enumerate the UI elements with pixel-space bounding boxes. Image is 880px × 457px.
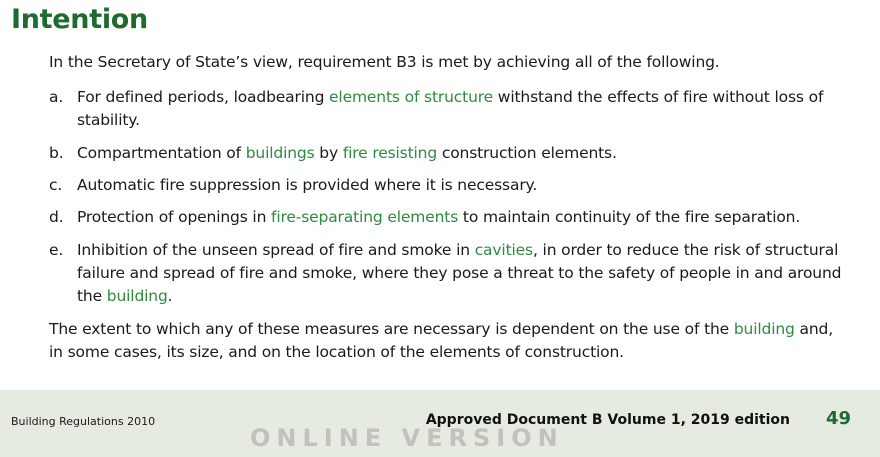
list-item-text bbox=[77, 174, 849, 197]
list-item-b bbox=[49, 142, 849, 165]
list-item-text bbox=[77, 142, 849, 165]
list-marker: c. bbox=[49, 176, 63, 194]
text-segment: Automatic fire suppression is provided where it is necessary. bbox=[77, 176, 538, 194]
text-segment: , in order to reduce the risk of structural failure and spread of fire and smoke, where they pose a threat to the safety of people in and around the bbox=[77, 241, 842, 305]
text-segment: by bbox=[314, 144, 343, 162]
text-segment: and, in some cases, its size, and on the location of the elements of construction. bbox=[49, 320, 833, 361]
glossary-term-link[interactable]: building bbox=[733, 320, 795, 338]
list-item-text bbox=[77, 86, 849, 132]
list-marker: a. bbox=[49, 88, 64, 106]
glossary-term-link[interactable]: building bbox=[106, 287, 168, 305]
page-number: 49 bbox=[825, 408, 851, 429]
list-item-text bbox=[77, 239, 849, 308]
text-segment: The extent to which any of these measures are necessary is dependent on the use of the bbox=[49, 320, 734, 338]
text-segment: withstand the effects of fire without loss of stability. bbox=[77, 88, 824, 129]
footer-publication: Building Regulations 2010 bbox=[11, 415, 156, 428]
intro-paragraph: In the Secretary of State’s view, requirement B3 is met by achieving all of the following. bbox=[49, 53, 720, 71]
closing-paragraph bbox=[49, 318, 849, 364]
list-marker: d. bbox=[49, 208, 64, 226]
online-version-watermark: ONLINE VERSION bbox=[250, 424, 564, 452]
text-segment: For defined periods, loadbearing bbox=[77, 88, 330, 106]
text-segment: Protection of openings in bbox=[77, 208, 272, 226]
list-item-c bbox=[49, 174, 849, 197]
list-item-a bbox=[49, 86, 849, 132]
glossary-term-link[interactable]: fire resisting bbox=[342, 144, 438, 162]
glossary-term-link[interactable]: fire-separating elements bbox=[271, 208, 459, 226]
glossary-term-link[interactable]: elements of structure bbox=[329, 88, 494, 106]
page-footer bbox=[0, 390, 880, 457]
text-segment: Compartmentation of bbox=[77, 144, 246, 162]
list-marker: e. bbox=[49, 241, 64, 259]
list-item-d bbox=[49, 206, 849, 229]
text-segment: construction elements. bbox=[437, 144, 617, 162]
glossary-term-link[interactable]: cavities bbox=[474, 241, 533, 259]
text-segment: to maintain continuity of the fire separation. bbox=[458, 208, 801, 226]
list-marker: b. bbox=[49, 144, 64, 162]
section-heading: Intention bbox=[11, 4, 148, 35]
glossary-term-link[interactable]: buildings bbox=[245, 144, 315, 162]
list-item-e bbox=[49, 239, 849, 308]
list-item-text bbox=[77, 206, 849, 229]
footer-document-title: Approved Document B Volume 1, 2019 edition bbox=[425, 412, 790, 428]
text-segment: Inhibition of the unseen spread of fire and smoke in bbox=[77, 241, 475, 259]
text-segment: . bbox=[167, 287, 173, 305]
